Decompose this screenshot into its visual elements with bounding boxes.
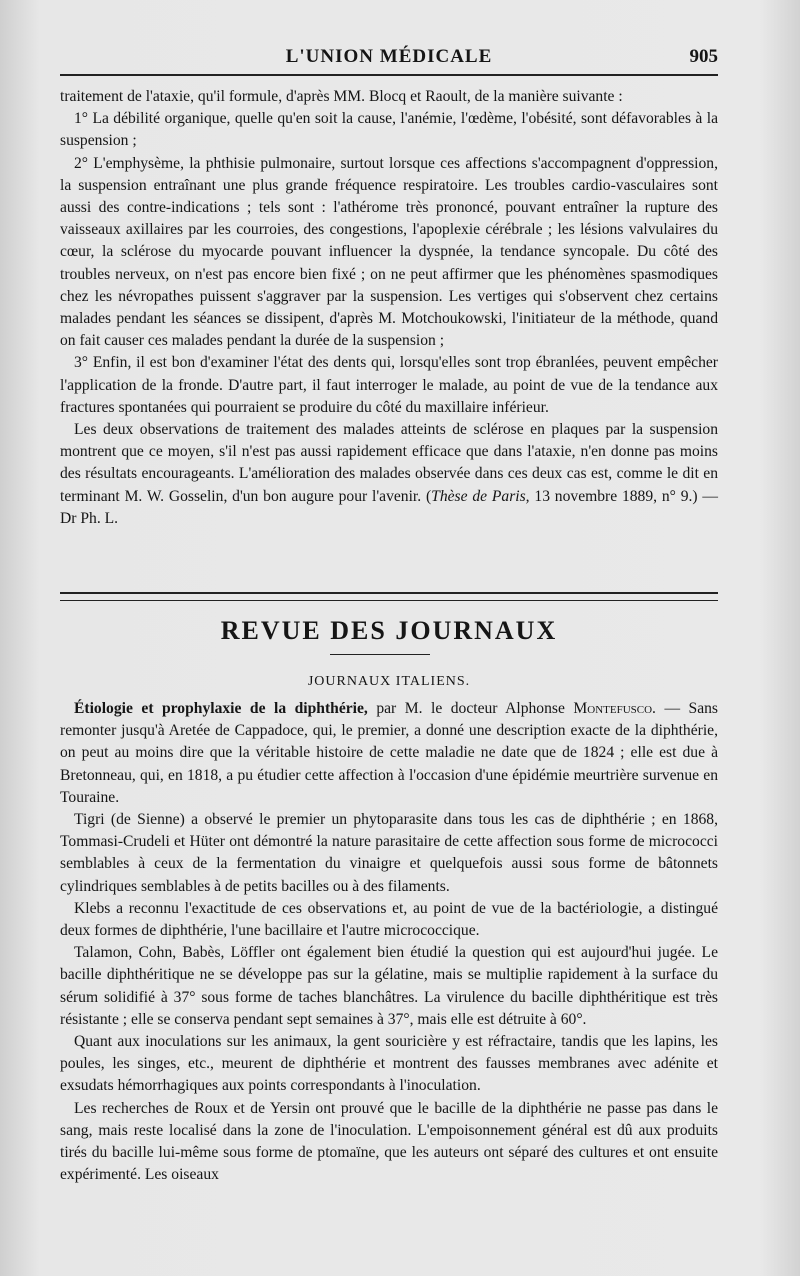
paragraph-point-1: 1° La débilité organique, quelle qu'en soit la cause, l'anémie, l'œdème, l'obésité, sont défavorables à la suspension ; (60, 110, 718, 150)
article-paragraph-3: Klebs a reconnu l'exactitude de ces observations et, au point de vue de la bactériologie, a distingué deux formes de diphthérie, l'une bacillaire et l'autre micrococcique. (60, 899, 718, 940)
paragraph-point-2: 2° L'emphysème, la phthisie pulmonaire, surtout lorsque ces affections s'accompagnent d'oppression, la suspension entraînant une plus grande fréquence respiratoire. Les troubles cardio-vasculaires sont aussi des contre-indications ; tels sont : l'athérome très prononcé, pouvant entraîner la rupture des vaisseaux axillaires par les courroies, des congestions, l'apoplexie cérébrale ; les lésions valvulaires du cœur, la sclérose du myocarde pouvant influencer la dyspnée, la tendance syncopale. Du côté des troubles nerveux, on n'est pas encore bien fixé ; on ne peut affirmer que les phénomènes spasmodiques chez les névropathes puissent s'aggraver par la suspension. Les vertiges qui s'observent chez certains malades pendant les séances se dissipent, d'après M. Motchoukowski, l'initiateur de la méthode, quand on fait causer ces malades pendant la durée de la suspension ; (60, 154, 718, 350)
page-number: 905 (689, 46, 718, 67)
article-lead: — Sans remonter jusqu'à Aretée de Cappadoce, qui, le premier, a donné une description exacte de la diphthérie, on peut au moins dire que la véritable histoire de cette maladie ne date que de 1824 ; elle est due à Bretonneau, qui, en 1818, a pu étudier cette affection à l'occasion d'une épidémie meurtrière survenue en Touraine. (60, 700, 718, 806)
article-author: Montefusco. (573, 700, 656, 717)
paragraph-point-3: 3° Enfin, il est bon d'examiner l'état des dents qui, lorsqu'elles sont trop ébranlées, peuvent empêcher l'application de la fronde. D'autre part, il faut interroger le malade, au point de vue de la tendance aux fractures spontanées qui pourraient se produire du côté du maxillaire inférieur. (60, 354, 718, 416)
paragraph-continuation: traitement de l'ataxie, qu'il formule, d'après MM. Blocq et Raoult, de la manière suivante : (60, 88, 623, 105)
paragraph-conclusion (60, 419, 718, 530)
article-paragraph-5: Quant aux inoculations sur les animaux, la gent souricière y est réfractaire, tandis que les lapins, les poules, les singes, etc., meurent de diphthérie et montrent des fausses membranes avec adénite et exsudats hémorrhagiques aux points correspondants à l'inoculation. (60, 1033, 718, 1095)
section-title: REVUE DES JOURNAUX (220, 616, 558, 645)
top-text-block (60, 86, 718, 530)
article-paragraph-2: Tigri (de Sienne) a observé le premier un phytoparasite dans tous les cas de diphthérie ; en 1868, Tommasi-Crudeli et Hüter ont démontré la nature parasitaire de cette affection sous forme de micrococci semblables à ceux de la fermentation du vinaigre et quelquefois aussi sous forme de bâtonnets cylindriques semblables à de petits bacilles ou à des filaments. (60, 811, 718, 895)
article-byline: par M. le docteur Alphonse (367, 700, 574, 717)
article-lead-paragraph (60, 698, 718, 809)
header-rule (60, 74, 718, 76)
article-block (60, 698, 718, 1186)
section-divider (60, 592, 718, 601)
article-paragraph-6: Les recherches de Roux et de Yersin ont prouvé que le bacille de la diphthérie ne passe pas dans le sang, mais reste localisé dans la zone de l'inoculation. L'empoisonnement général est dû aux produits tirés du bacille lui-même sous forme de ptomaïne, que les auteurs ont séparé des cultures et ont ensuite expérimenté. Les oiseaux (60, 1099, 718, 1184)
article-paragraph-4: Talamon, Cohn, Babès, Löffler ont également bien étudié la question qui est aujourd'hui jugée. Le bacille diphthéritique ne se développe pas sur la gélatine, mais se multiplie rapidement à la surface du sérum solidifié à 37° sous forme de taches blanchâtres. La virulence du bacille diphthéritique est très résistante ; elle se conserva pendant sept semaines à 37°, mais elle est détruite à 60°. (60, 944, 718, 1028)
running-title: L'UNION MÉDICALE (285, 46, 493, 67)
title-underline (330, 654, 430, 655)
article-heading: Étiologie et prophylaxie de la diphthérie, (74, 700, 368, 717)
thesis-citation: Thèse de Paris, (431, 487, 530, 505)
conclusion-end: 13 novembre 1889, n° 9.) — Dr Ph. L. (60, 487, 719, 527)
section-subheading: JOURNAUX ITALIENS. (307, 674, 471, 689)
page-header (60, 40, 718, 74)
conclusion-text: Les deux observations de traitement des malades atteints de sclérose en plaques par la suspension montrent que ce moyen, s'il n'est pas aussi rapidement efficace que dans l'ataxie, n'en donne pas moins des résultats encourageants. L'amélioration des malades observée dans ces deux cas est, comme le dit en terminant M. W. Gosselin, d'un bon augure pour l'avenir. ( (60, 421, 718, 505)
